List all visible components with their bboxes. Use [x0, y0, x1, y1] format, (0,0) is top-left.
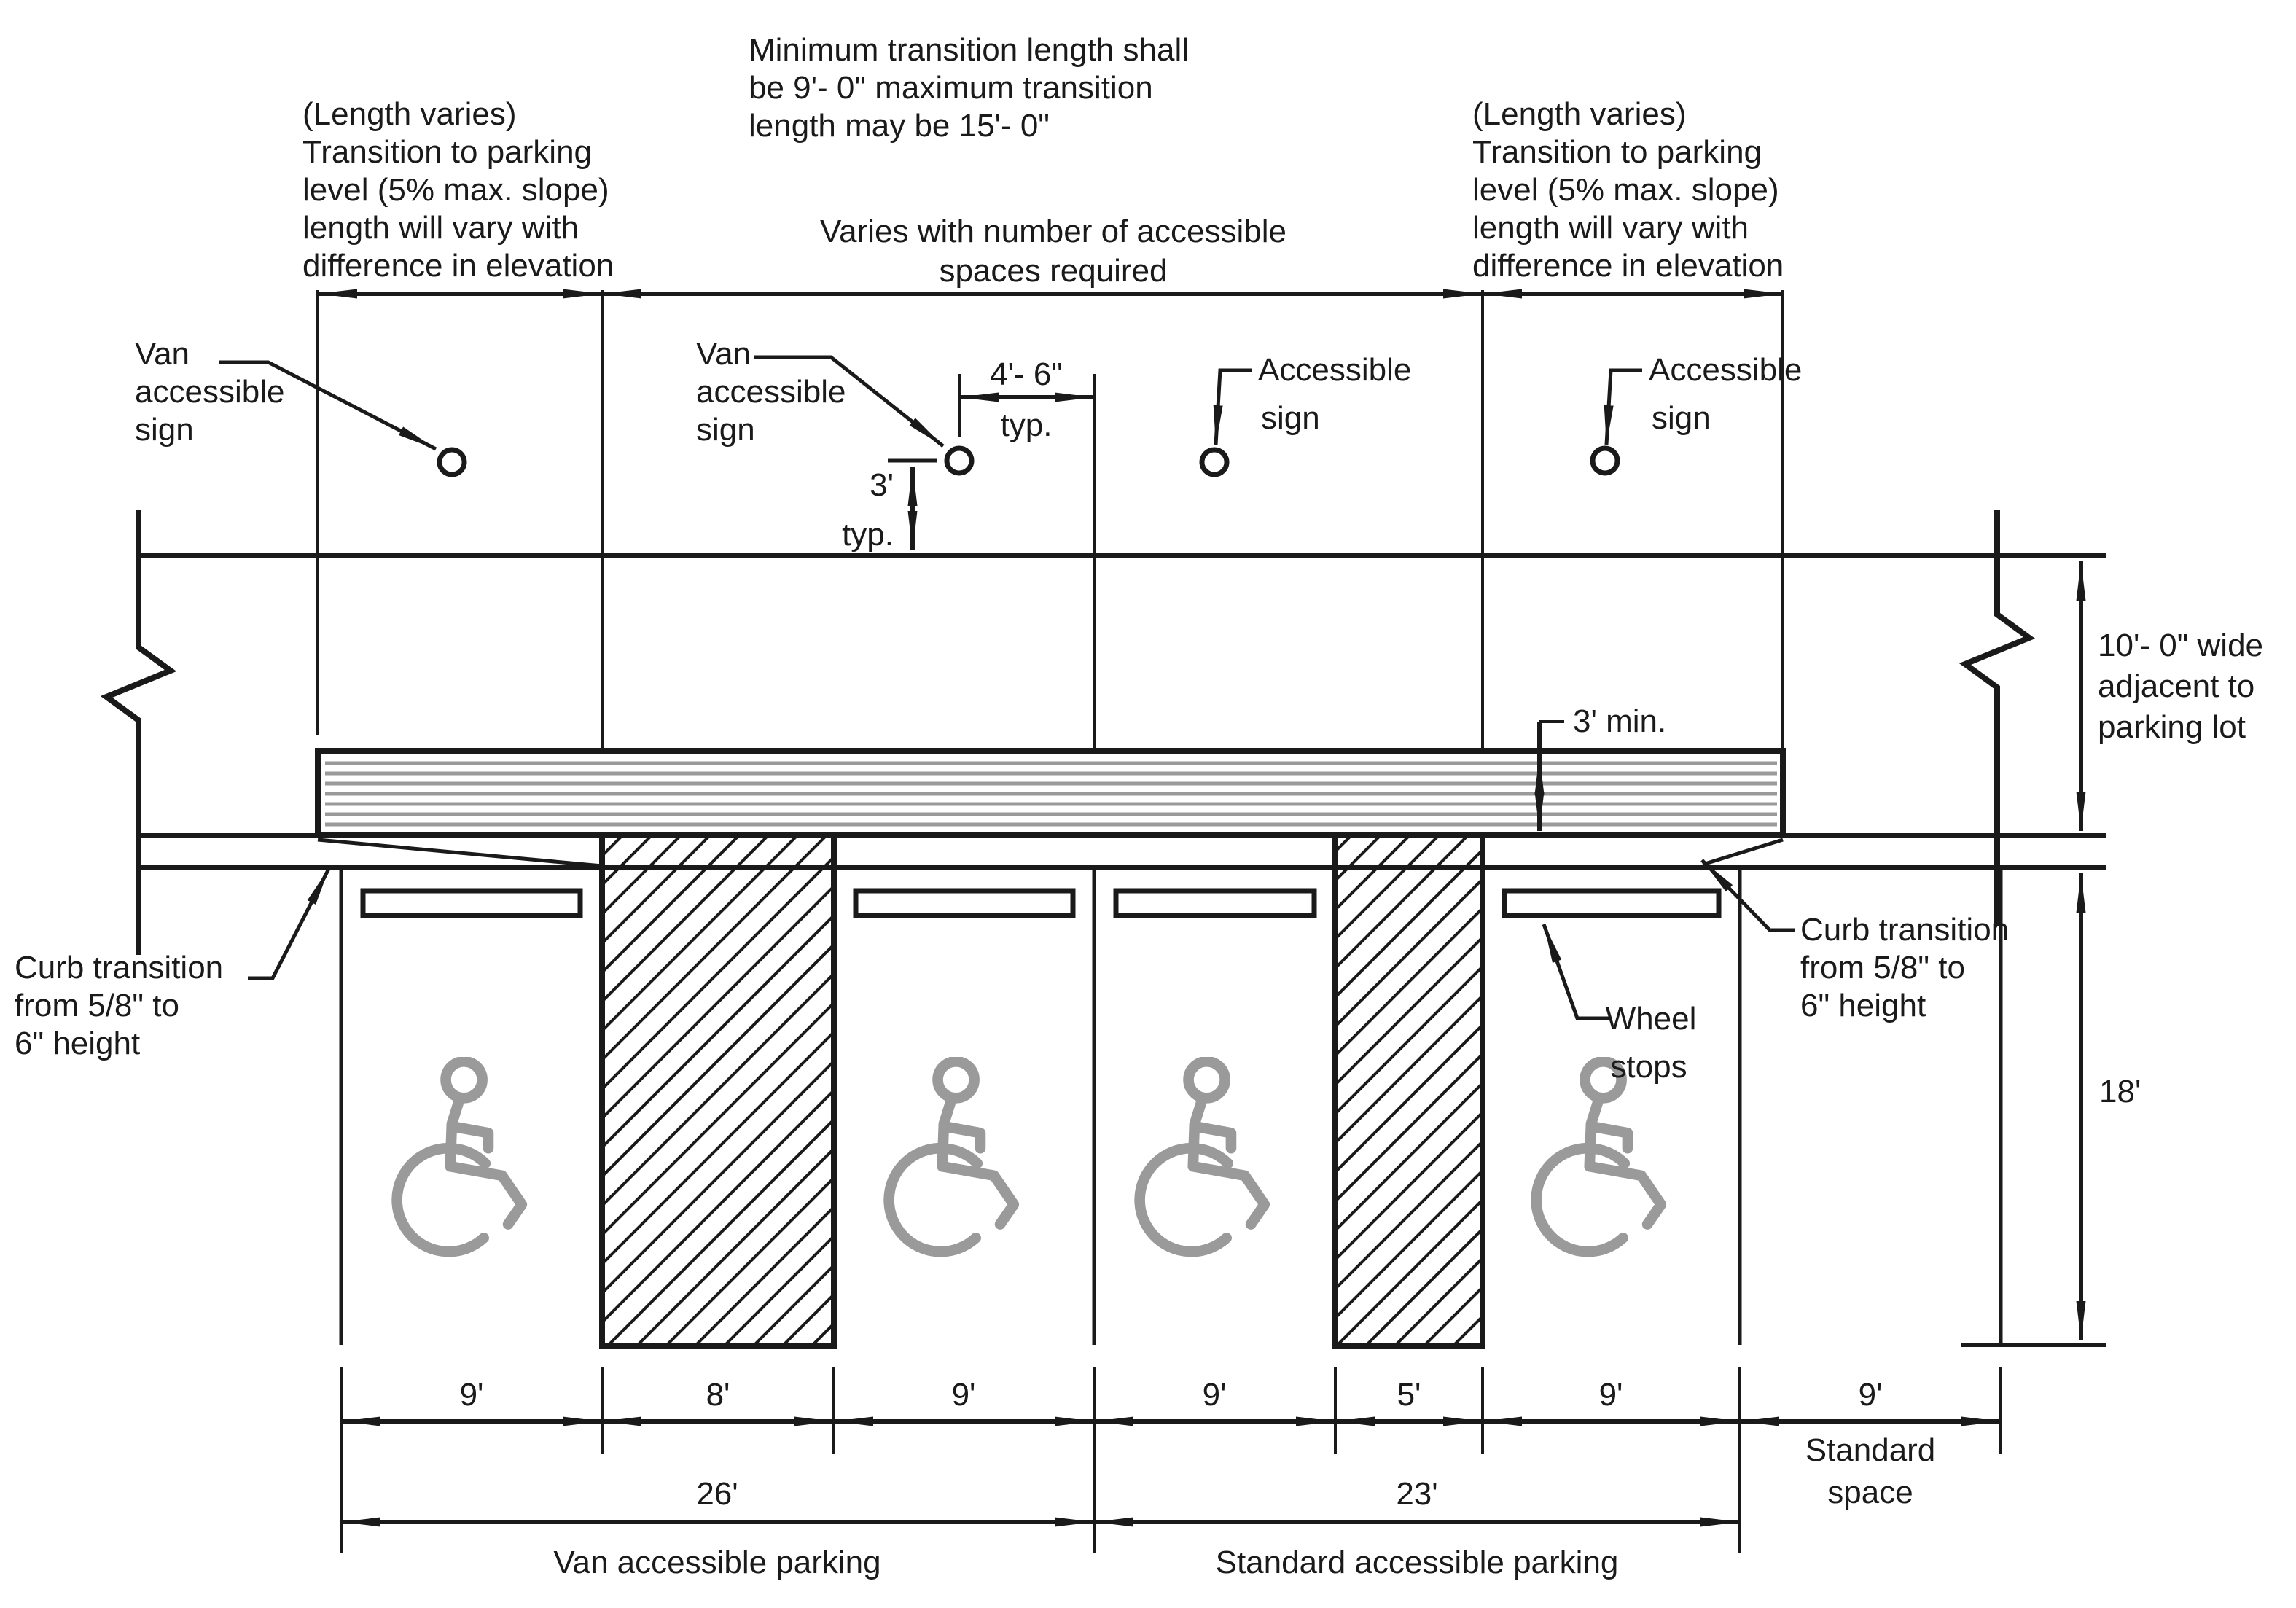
label-van-sign-center: [696, 336, 846, 448]
label-line: Standard: [1805, 1432, 1936, 1468]
wheelchair-icon: [1536, 1061, 1661, 1252]
wheelchair-icon: [397, 1061, 522, 1252]
stall-width-label: 8': [706, 1377, 730, 1413]
stall-lines: [341, 869, 2001, 1345]
label-line: accessible: [696, 374, 846, 410]
note-line: (Length varies): [302, 96, 517, 132]
dim-label-van-group: 26': [696, 1476, 738, 1512]
note-line: difference in elevation: [302, 248, 614, 284]
wheelchair-icon: [889, 1061, 1014, 1252]
label-van-accessible-parking: Van accessible parking: [553, 1545, 881, 1580]
left-border-break-line: [106, 510, 171, 955]
wheel-stop: [363, 891, 580, 916]
curb-transition-slope-right: [1703, 840, 1783, 865]
note-line: be 9'- 0" maximum transition: [749, 70, 1153, 106]
label-line: Accessible: [1258, 352, 1412, 388]
callout-wheel-stops: [1606, 1001, 1697, 1085]
callout-line: Curb transition: [15, 950, 224, 986]
label-standard-accessible-parking: Standard accessible parking: [1215, 1545, 1619, 1580]
wheel-stop: [856, 891, 1073, 916]
stall-width-label: 9': [951, 1377, 976, 1413]
note-line: length may be 15'- 0": [749, 108, 1050, 144]
note-line: Varies with number of accessible: [820, 214, 1286, 249]
dim-label-standard-group: 23': [1396, 1476, 1438, 1512]
wheel-stops-leader: [1544, 924, 1609, 1018]
label-line: Van: [135, 336, 190, 372]
dim-label-sign-to-stripe-typ: typ.: [1000, 407, 1053, 443]
note-transition-right: [1472, 96, 1784, 284]
stall-width-label: 9': [459, 1377, 484, 1413]
stall-width-label: 9': [1202, 1377, 1227, 1413]
dim-label-line: parking lot: [2098, 709, 2246, 745]
label-van-sign-left: [135, 336, 284, 448]
access-aisle-8ft-hatch: [602, 835, 834, 1346]
stall-width-label: 9': [1858, 1377, 1883, 1413]
note-line: Transition to parking: [302, 134, 593, 170]
bottom-extension-lines: [341, 1367, 2001, 1553]
access-aisle-5ft-hatch: [1335, 835, 1483, 1346]
note-line: (Length varies): [1472, 96, 1687, 132]
callout-line: from 5/8" to: [15, 988, 179, 1023]
right-border-break-line: [1965, 510, 2029, 926]
callout-line: Curb transition: [1800, 912, 2010, 948]
note-line: level (5% max. slope): [302, 172, 609, 208]
note-transition-minmax: [749, 32, 1189, 144]
stall-width-labels: [460, 1377, 1883, 1413]
note-varies: [820, 214, 1286, 289]
accessible-sign-post-2: [1593, 448, 1617, 473]
note-line: spaces required: [939, 253, 1168, 289]
dim-label-line: 10'- 0" wide: [2098, 628, 2264, 663]
note-line: length will vary with: [1472, 210, 1749, 246]
curb-transition-slope-left: [318, 840, 602, 866]
label-line: accessible: [135, 374, 285, 410]
note-line: length will vary with: [302, 210, 579, 246]
dim-label-walkway-min: 3' min.: [1573, 703, 1667, 739]
callout-line: 6" height: [1800, 988, 1926, 1023]
callout-curb-left: [15, 950, 223, 1061]
dim-sign-to-lot: [888, 461, 937, 550]
van-sign-post-center: [947, 448, 972, 473]
note-line: Transition to parking: [1472, 134, 1762, 170]
accessible-sign-leader-1: [1216, 370, 1252, 445]
label-line: sign: [1652, 400, 1711, 436]
van-sign-post-left: [440, 450, 464, 475]
walkway-band: [318, 751, 1783, 835]
dim-label-stall-depth: 18': [2099, 1074, 2141, 1109]
label-accessible-sign-1: [1258, 352, 1411, 436]
label-standard-space: [1805, 1432, 1936, 1510]
accessible-sign-leader-2: [1606, 370, 1642, 445]
stall-width-label: 5': [1397, 1377, 1421, 1413]
wheel-stop: [1504, 891, 1719, 916]
callout-curb-right: [1800, 912, 2009, 1023]
label-accessible-sign-2: [1649, 352, 1802, 436]
note-line: level (5% max. slope): [1472, 172, 1779, 208]
dim-label-line: adjacent to: [2098, 668, 2255, 704]
note-transition-left: [302, 96, 614, 284]
dim-label-sign-to-stripe: 4'- 6": [990, 356, 1063, 392]
note-line: difference in elevation: [1472, 248, 1784, 284]
label-line: Van: [696, 336, 751, 372]
callout-line: 6" height: [15, 1026, 141, 1061]
label-line: space: [1827, 1475, 1913, 1510]
dim-label-sign-to-lot: 3': [870, 467, 894, 503]
dim-label-sign-to-lot-typ: typ.: [842, 517, 894, 553]
wheelchair-icon: [1140, 1061, 1265, 1252]
stall-width-label: 9': [1598, 1377, 1623, 1413]
callout-line: stops: [1610, 1049, 1687, 1085]
label-line: Accessible: [1649, 352, 1803, 388]
label-line: sign: [135, 412, 194, 448]
label-line: sign: [1261, 400, 1320, 436]
note-line: Minimum transition length shall: [749, 32, 1190, 68]
dim-label-walkway-width: [2098, 628, 2263, 745]
accessible-sign-post-1: [1202, 450, 1227, 475]
callout-line: from 5/8" to: [1800, 950, 1965, 986]
curb-transition-leader-left: [248, 867, 329, 978]
wheel-stop: [1116, 891, 1314, 916]
label-line: sign: [696, 412, 755, 448]
callout-line: Wheel: [1605, 1001, 1697, 1037]
